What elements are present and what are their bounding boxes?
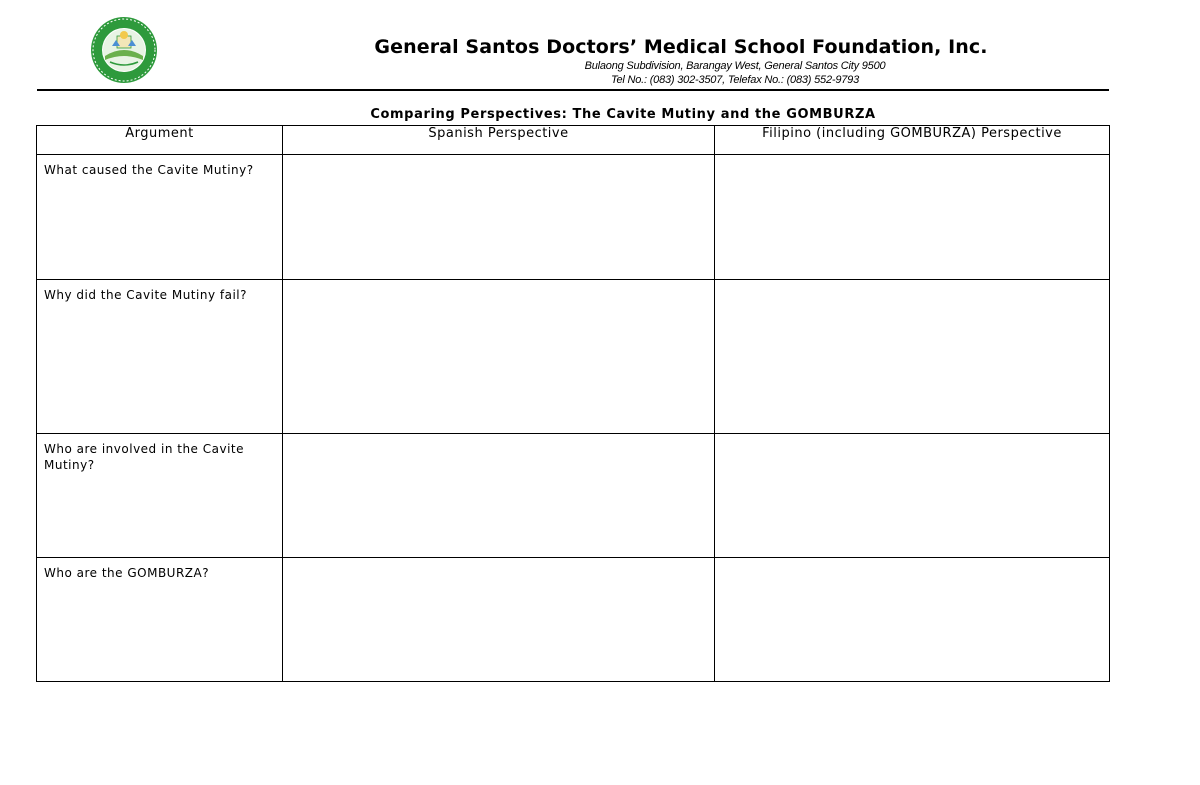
address-line: Bulaong Subdivision, Barangay West, General Santos City 9500: [584, 60, 886, 72]
table-row: [37, 280, 1110, 434]
filipino-answer-cell[interactable]: [715, 434, 1110, 558]
filipino-answer-cell[interactable]: [715, 558, 1110, 682]
header-divider: [37, 89, 1109, 91]
filipino-answer-cell[interactable]: [715, 155, 1110, 280]
column-header-filipino: Filipino (including GOMBURZA) Perspective: [715, 126, 1110, 155]
table-header-row: [37, 126, 1110, 155]
column-header-argument: Argument: [37, 126, 283, 155]
table-row: [37, 434, 1110, 558]
table-row: [37, 558, 1110, 682]
contact-line: Tel No.: (083) 302-3507, Telefax No.: (083) 552-9793: [610, 74, 860, 86]
spanish-answer-cell[interactable]: [283, 558, 715, 682]
spanish-answer-cell[interactable]: [283, 155, 715, 280]
worksheet-title: Comparing Perspectives: The Cavite Mutiny and the GOMBURZA: [370, 107, 876, 122]
argument-cell: Why did the Cavite Mutiny fail?: [37, 280, 283, 434]
column-header-spanish: Spanish Perspective: [283, 126, 715, 155]
argument-cell: Who are involved in the Cavite Mutiny?: [37, 434, 283, 558]
spanish-answer-cell[interactable]: [283, 280, 715, 434]
filipino-answer-cell[interactable]: [715, 280, 1110, 434]
argument-cell: What caused the Cavite Mutiny?: [37, 155, 283, 280]
argument-cell: Who are the GOMBURZA?: [37, 558, 283, 682]
comparison-table: [36, 125, 1110, 682]
school-seal-icon: [90, 16, 158, 84]
table-row: [37, 155, 1110, 280]
organization-name: General Santos Doctors’ Medical School Foundation, Inc.: [374, 36, 988, 58]
spanish-answer-cell[interactable]: [283, 434, 715, 558]
